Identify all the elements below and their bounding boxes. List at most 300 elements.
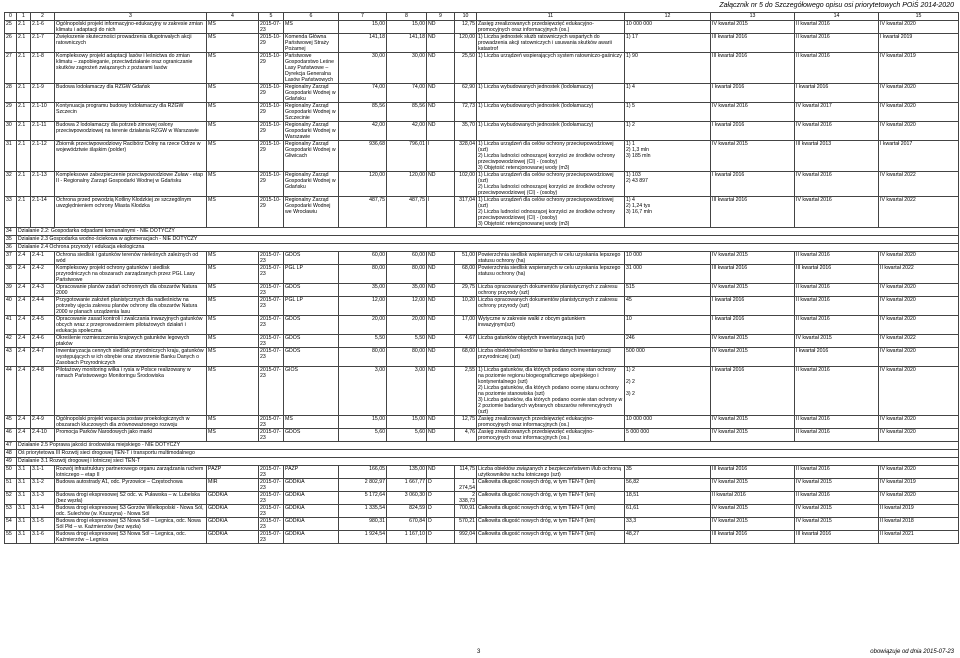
date-added: 2015-07-23 [259,479,284,492]
row-number: 38 [5,265,17,284]
project-title: Określenie rozmieszczenia krajowych gatunków legowych ptaków [55,335,207,348]
start-quarter: IV kwartał 2015 [711,518,795,531]
target-value: 56,82 [625,479,711,492]
institution: MŚ [207,284,259,297]
row-number: 27 [5,53,17,84]
measure: 3.1 [17,531,31,544]
project-title: Kompleksowy projekt ochrony gatunków i siedlisk przyrodniczych na obszarach zarządzanych przez PGL Lasy Państwowe [55,265,207,284]
target-value: 1) 4 2) 1,24 tys 3) 16,7 mln [625,197,711,228]
start-quarter: IV kwartał 2015 [711,252,795,265]
total-cost: 20,00 [339,316,387,335]
table-row [5,84,959,103]
indicator: 1) Liczba gatunków, dla których podano ocenę stan ochrony na poziomie regionu biogeograficznego alpejskiego i kontynentalnego (szt) 2) Liczba gatunków, dla których podano ocenę stanu ochrony na poziomie stanowiska (szt) 3) Liczba gatunków, dla których podano ocenie stan ochrony w 2 poziomie badanych wybranych obszarów referencyjnych (szt) [477,367,625,416]
project-code: 2.4-8 [31,367,55,416]
project-code: 2.1-10 [31,103,55,122]
eligible-cost: 135,00 [387,466,427,479]
project-title: Budowa drogi ekspresowej S3 Gorzów Wielkopolski - Nowa Sól, odc. Sulechów (w. Kruszyna) - Nowa Sól [55,505,207,518]
application-quarter: II kwartał 2016 [795,466,879,479]
document-header: Załącznik nr 5 do Szczegółowego opisu osi priorytetowych POiŚ 2014-2020 [719,2,954,9]
end-quarter: IV kwartał 2020 [879,316,959,335]
target-value: 5 000 000 [625,429,711,442]
project-title: Budowa autostrady A1, odc. Pyrzowice – Częstochowa [55,479,207,492]
indicator: Zasięg zrealizowanych przedsięwzięć edukacyjno-promocyjnych oraz informacyjnych (os.) [477,21,625,34]
target-value: 1) 17 [625,34,711,53]
eu-funding: 1 274,54 [455,479,477,492]
measure: 2.4 [17,265,31,284]
application-quarter: II kwartał 2016 [795,297,879,316]
start-quarter: I kwartał 2016 [711,84,795,103]
measure: 2.4 [17,252,31,265]
section-label: Działanie 2.2: Gospodarka odpadami komunalnymi - NIE DOTYCZY [17,228,959,236]
project-title: Pilotażowy monitoring wilka i rysia w Polsce realizowany w ramach Państwowego Monitoringu Środowiska [55,367,207,416]
total-cost: 1 924,54 [339,531,387,544]
start-quarter: IV kwartał 2016 [711,103,795,122]
end-quarter: IV kwartał 2020 [879,466,959,479]
application-quarter: II kwartał 2016 [795,252,879,265]
row-number: 44 [5,367,17,416]
target-value: 1) 2 2) 2 3) 2 [625,367,711,416]
eu-funding: 102,00 [455,172,477,197]
date-added: 2015-07-23 [259,518,284,531]
target-value: 31 000 [625,265,711,284]
eligible-cost: 5,60 [387,429,427,442]
beneficiary: GDOŚ [284,335,339,348]
eu-funding: 120,00 [455,34,477,53]
table-row [5,141,959,172]
row-number: 53 [5,505,17,518]
status: ND [427,252,455,265]
measure: 2.1 [17,141,31,172]
table-row [5,53,959,84]
section-label: Oś priorytetowa III Rozwój sieci drogowej TEN-T i transportu multimodalnego [17,450,959,458]
application-quarter: II kwartał 2016 [795,21,879,34]
institution: MŚ [207,84,259,103]
project-code: 2.4-4 [31,297,55,316]
start-quarter: IV kwartał 2015 [711,141,795,172]
indicator: Liczba opracowanych dokumentów planistycznych z zakresu ochrony przyrody (szt) [477,297,625,316]
institution: MŚ [207,141,259,172]
table-row [5,252,959,265]
project-code: 2.4-1 [31,252,55,265]
eu-funding: 700,91 [455,505,477,518]
row-number: 37 [5,252,17,265]
section-label: Działanie 2.5 Poprawa jakości środowiska miejskiego - NIE DOTYCZY [17,442,959,450]
table-row [5,34,959,53]
application-quarter: III kwartał 2016 [795,265,879,284]
beneficiary: Regionalny Zarząd Gospodarki Wodnej w Warszawie [284,122,339,141]
table-body [5,13,959,544]
project-code: 3.1-4 [31,505,55,518]
measure: 2.4 [17,429,31,442]
row-number: 41 [5,316,17,335]
projects-table [4,12,959,544]
eligible-cost: 30,00 [387,53,427,84]
eu-funding: 992,04 [455,531,477,544]
row-number: 42 [5,335,17,348]
project-title: Inwentaryzacja cennych siedlisk przyrodniczych kraju, gatunków występujących w ich obrębie oraz stworzenie Banku Danych o Zasobach Przyrodniczych [55,348,207,367]
section-row [5,244,959,252]
row-number: 34 [5,228,17,236]
date-added: 2015-10-29 [259,84,284,103]
column-number: 5 [259,13,284,21]
end-quarter: IV kwartał 2020 [879,84,959,103]
institution: MŚ [207,122,259,141]
status: D [427,518,455,531]
institution: MIR [207,479,259,492]
institution: MŚ [207,429,259,442]
table-row [5,466,959,479]
validity-date: obowiązuje od dnia 2015-07-23 [870,649,954,655]
end-quarter: IV kwartał 2020 [879,367,959,416]
application-quarter: IV kwartał 2015 [795,335,879,348]
eligible-cost: 85,56 [387,103,427,122]
start-quarter: IV kwartał 2015 [711,348,795,367]
target-value: 1) 90 [625,53,711,84]
measure: 3.1 [17,518,31,531]
row-number: 25 [5,21,17,34]
eu-funding: 317,04 [455,197,477,228]
total-cost: 5,60 [339,429,387,442]
eu-funding: 68,00 [455,265,477,284]
row-number: 39 [5,284,17,297]
status: ND [427,53,455,84]
column-number: 11 [477,13,625,21]
status: ND [427,297,455,316]
start-quarter: IV kwartał 2015 [711,416,795,429]
row-number: 52 [5,492,17,505]
start-quarter: IV kwartał 2015 [711,429,795,442]
project-title: Promocja Parków Narodowych jako marki [55,429,207,442]
eligible-cost: 1 167,10 [387,531,427,544]
eu-funding: 51,00 [455,252,477,265]
start-quarter: IV kwartał 2015 [711,335,795,348]
project-title: Opracowanie zasad kontroli i zwalczania inwazyjnych gatunków obcych wraz z przeprowadzeniem pilotażowych działań i edukacja społeczna [55,316,207,335]
indicator: 1) Liczba urządzeń wspierających system ratowniczo-gaśniczy [477,53,625,84]
beneficiary: GDOŚ [284,348,339,367]
project-title: Budowa lodołamaczy dla RZGW Gdańsk [55,84,207,103]
total-cost: 1 335,54 [339,505,387,518]
date-added: 2015-07-23 [259,429,284,442]
project-code: 3.1-6 [31,531,55,544]
total-cost: 42,00 [339,122,387,141]
table-row [5,518,959,531]
page-number: 3 [477,649,481,655]
project-code: 2.4-10 [31,429,55,442]
measure: 2.1 [17,122,31,141]
row-number: 50 [5,466,17,479]
target-value: 1) 4 [625,84,711,103]
status: I [427,197,455,228]
status: D [427,492,455,505]
indicator: 1) Liczba urządzeń dla celów ochrony przeciwpowodziowej (szt) 2) Liczba ludności odnoszącej korzyści ze środków ochrony przeciwpowodziowej (CI) - (osoby) 3) Objętość retencjonowanej wody (m3) [477,141,625,172]
indicator: Powierzchnia siedlisk wspieranych w celu uzyskania lepszego statusu ochrony (ha) [477,265,625,284]
target-value: 246 [625,335,711,348]
end-quarter: IV kwartał 2020 [879,122,959,141]
beneficiary: Komenda Główna Państwowej Straży Pożarnej [284,34,339,53]
column-number: 9 [427,13,455,21]
measure: 2.4 [17,348,31,367]
total-cost: 3,00 [339,367,387,416]
indicator: Liczba opracowanych dokumentów planistycznych z zakresu ochrony przyrody (szt) [477,284,625,297]
section-row [5,236,959,244]
status: ND [427,122,455,141]
project-code: 2.4-2 [31,265,55,284]
eligible-cost: 670,84 [387,518,427,531]
column-number: 13 [711,13,795,21]
start-quarter: IV kwartał 2015 [711,479,795,492]
row-number: 35 [5,236,17,244]
end-quarter: II kwartał 2019 [879,505,959,518]
beneficiary: GDDKiA [284,505,339,518]
measure: 3.1 [17,492,31,505]
project-code: 2.1-11 [31,122,55,141]
table-row [5,335,959,348]
indicator: Zasięg zrealizowanych przedsięwzięć edukacyjno-promocyjnych oraz informacyjnych (os.) [477,429,625,442]
target-value: 10 000 [625,252,711,265]
beneficiary: Państwowe Gospodarstwo Leśne Lasy Państwowe – Dyrekcja Generalna Lasów Państwowych [284,53,339,84]
project-title: Budowa drogi ekspresowej S2 odc. w. Puławska – w. Lubelska (bez węzła) [55,492,207,505]
beneficiary: GDDKiA [284,492,339,505]
status: ND [427,316,455,335]
eligible-cost: 824,59 [387,505,427,518]
row-number: 54 [5,518,17,531]
table-row [5,429,959,442]
project-title: Przygotowanie założeń planistycznych dla nadleśnictw na potrzeby ujęcia zakresu planów ochrony dla obszarów Natura 2000 w planach urządzenia lasu [55,297,207,316]
measure: 2.1 [17,53,31,84]
end-quarter: IV kwartał 2020 [879,103,959,122]
project-code: 3.1-1 [31,466,55,479]
indicator: 1) Liczba wybudowanych jednostek (lodołamaczy) [477,122,625,141]
total-cost: 120,00 [339,172,387,197]
target-value: 515 [625,284,711,297]
eu-funding: 570,21 [455,518,477,531]
project-code: 2.4-7 [31,348,55,367]
indicator: Liczba obiektów związanych z bezpieczeństwem i/lub ochroną użytkowników ruchu lotniczego (szt) [477,466,625,479]
column-number: 4 [207,13,259,21]
measure: 2.4 [17,335,31,348]
row-number: 46 [5,429,17,442]
column-number: 8 [387,13,427,21]
end-quarter: IV kwartał 2020 [879,252,959,265]
project-title: Budowa 2 lodołamaczy dla potrzeb zimowej osłony przeciwpowodziowej na terenie działania RZGW w Warszawie [55,122,207,141]
start-quarter: II kwartał 2016 [711,492,795,505]
date-added: 2015-07-23 [259,284,284,297]
table-row [5,416,959,429]
start-quarter: IV kwartał 2015 [711,21,795,34]
institution: GDDKiA [207,492,259,505]
section-label: Działanie 2.3 Gospodarka wodno-ściekowa w aglomeracjach - NIE DOTYCZY [17,236,959,244]
status: ND [427,284,455,297]
eu-funding: 17,00 [455,316,477,335]
total-cost: 936,68 [339,141,387,172]
application-quarter: II kwartał 2016 [795,416,879,429]
eligible-cost: 42,00 [387,122,427,141]
total-cost: 35,00 [339,284,387,297]
date-added: 2015-07-23 [259,265,284,284]
date-added: 2015-07-23 [259,348,284,367]
beneficiary: GDOŚ [284,284,339,297]
column-number: 3 [55,13,207,21]
application-quarter: IV kwartał 2015 [795,505,879,518]
table-row [5,103,959,122]
row-number: 26 [5,34,17,53]
start-quarter: III kwartał 2016 [711,531,795,544]
project-title: Budowa drogi ekspresowej S3 Nowa Sól – Legnica, odc. Kaźmierzów – Legnica [55,531,207,544]
project-title: Rozwój infrastruktury partnerowego organu zarządzania ruchem lotniczego – etap II [55,466,207,479]
start-quarter: I kwartał 2016 [711,316,795,335]
project-title: Budowa drogi ekspresowej S3 Nowa Sól – Legnica, odc. Nowa Sól Płd – w. Kaźmierzów (bez węzła) [55,518,207,531]
target-value: 18,51 [625,492,711,505]
date-added: 2015-07-23 [259,316,284,335]
eu-funding: 12,75 [455,21,477,34]
start-quarter: IV kwartał 2015 [711,505,795,518]
indicator: Całkowita długość nowych dróg, w tym TEN-T (km) [477,518,625,531]
eu-funding: 10,20 [455,297,477,316]
institution: MŚ [207,197,259,228]
column-number: 15 [879,13,959,21]
eligible-cost: 1 667,77 [387,479,427,492]
indicator: Całkowita długość nowych dróg, w tym TEN-T (km) [477,479,625,492]
project-code: 2.4-5 [31,316,55,335]
total-cost: 80,00 [339,265,387,284]
eligible-cost: 15,00 [387,21,427,34]
end-quarter: II kwartał 2021 [879,531,959,544]
column-number: 12 [625,13,711,21]
target-value: 61,61 [625,505,711,518]
project-title: Kontynuacja programu budowy lodołamaczy dla RZGW Szczecin [55,103,207,122]
column-number: 2 [31,13,55,21]
project-title: Kompleksowy projekt adaptacji lasów i leśnictwa do zmian klimatu – zapobieganie, przeciwdziałanie oraz ograniczanie skutków zagrożeń związanych z pożarami lasów [55,53,207,84]
eu-funding: 4,67 [455,335,477,348]
status: ND [427,172,455,197]
project-code: 2.4-6 [31,335,55,348]
application-quarter: II kwartał 2016 [795,492,879,505]
project-code: 2.1-9 [31,84,55,103]
project-title: Opracowanie planów zadań ochronnych dla obszarów Natura 2000 [55,284,207,297]
table-row [5,284,959,297]
end-quarter: IV kwartał 2020 [879,492,959,505]
measure: 2.4 [17,297,31,316]
beneficiary: Regionalny Zarząd Gospodarki Wodnej w Gdańsku [284,172,339,197]
status: ND [427,34,455,53]
indicator: 1) Liczba wybudowanych jednostek (lodołamaczy) [477,103,625,122]
date-added: 2015-07-23 [259,297,284,316]
row-number: 32 [5,172,17,197]
eligible-cost: 35,00 [387,284,427,297]
beneficiary: Regionalny Zarząd Gospodarki Wodnej w Gliwicach [284,141,339,172]
end-quarter: I kwartał 2019 [879,34,959,53]
beneficiary: GDOŚ [284,316,339,335]
application-quarter: II kwartał 2016 [795,53,879,84]
institution: MŚ [207,416,259,429]
section-row [5,228,959,236]
measure: 2.1 [17,103,31,122]
eligible-cost: 5,50 [387,335,427,348]
table-row [5,172,959,197]
table-row [5,479,959,492]
total-cost: 2 802,97 [339,479,387,492]
start-quarter: I kwartał 2016 [711,172,795,197]
institution: MŚ [207,265,259,284]
row-number: 31 [5,141,17,172]
end-quarter: IV kwartał 2019 [879,53,959,84]
target-value: 10 000 000 [625,416,711,429]
status: ND [427,429,455,442]
eu-funding: 62,90 [455,84,477,103]
measure: 2.1 [17,84,31,103]
end-quarter: IV kwartał 2020 [879,348,959,367]
target-value: 1) 5 [625,103,711,122]
date-added: 2015-07-23 [259,492,284,505]
table-row [5,265,959,284]
status: ND [427,265,455,284]
project-code: 2.1-8 [31,53,55,84]
eligible-cost: 3 060,30 [387,492,427,505]
start-quarter: III kwartał 2016 [711,34,795,53]
indicator: Całkowita długość nowych dróg, w tym TEN-T (km) [477,492,625,505]
indicator: 1) Liczba wybudowanych jednostek (lodołamaczy) [477,84,625,103]
application-quarter: II kwartał 2016 [795,34,879,53]
column-number: 7 [339,13,387,21]
application-quarter: IV kwartał 2017 [795,103,879,122]
end-quarter: IV kwartał 2020 [879,21,959,34]
date-added: 2015-10-29 [259,141,284,172]
measure: 3.1 [17,479,31,492]
beneficiary: Regionalny Zarząd Gospodarki Wodnej w Gdańsku [284,84,339,103]
project-title: Zbiornik przeciwpowodziowy Racibórz Dolny na rzece Odrze w województwie śląskim (polder) [55,141,207,172]
row-number: 28 [5,84,17,103]
end-quarter: IV kwartał 2022 [879,335,959,348]
total-cost: 85,56 [339,103,387,122]
target-value: 500 000 [625,348,711,367]
date-added: 2015-07-23 [259,252,284,265]
status: ND [427,84,455,103]
total-cost: 487,75 [339,197,387,228]
table-row [5,367,959,416]
end-quarter: I kwartał 2017 [879,141,959,172]
start-quarter: III kwartał 2016 [711,197,795,228]
target-value: 10 000 000 [625,21,711,34]
target-value: 10 [625,316,711,335]
measure: 2.4 [17,284,31,297]
target-value: 48,27 [625,531,711,544]
measure: 2.4 [17,367,31,416]
beneficiary: PAŻP [284,466,339,479]
measure: 2.1 [17,34,31,53]
project-title: Kompleksowe zabezpieczenie przeciwpowodziowe Żuław - etap II - Regionalny Zarząd Gospodarki Wodnej w Gdańsku [55,172,207,197]
status: ND [427,335,455,348]
target-value: 1) 103 2) 43 897 [625,172,711,197]
application-quarter: IV kwartał 2016 [795,197,879,228]
section-label: Działanie 3.1 Rozwój drogowej i lotniczej sieci TEN-T [17,458,959,466]
eu-funding: 4,76 [455,429,477,442]
table-row [5,21,959,34]
end-quarter: IV kwartał 2020 [879,284,959,297]
eligible-cost: 80,00 [387,348,427,367]
application-quarter: III kwartał 2013 [795,141,879,172]
project-title: Zwiększenie skuteczności prowadzenia długotrwałych akcji ratowniczych [55,34,207,53]
start-quarter: III kwartał 2016 [711,53,795,84]
start-quarter: IV kwartał 2015 [711,284,795,297]
row-number: 43 [5,348,17,367]
total-cost: 15,00 [339,21,387,34]
date-added: 2015-10-29 [259,34,284,53]
status: ND [427,466,455,479]
institution: PAŻP [207,466,259,479]
end-quarter: II kwartał 2022 [879,265,959,284]
end-quarter: IV kwartał 2020 [879,429,959,442]
institution: MŚ [207,34,259,53]
